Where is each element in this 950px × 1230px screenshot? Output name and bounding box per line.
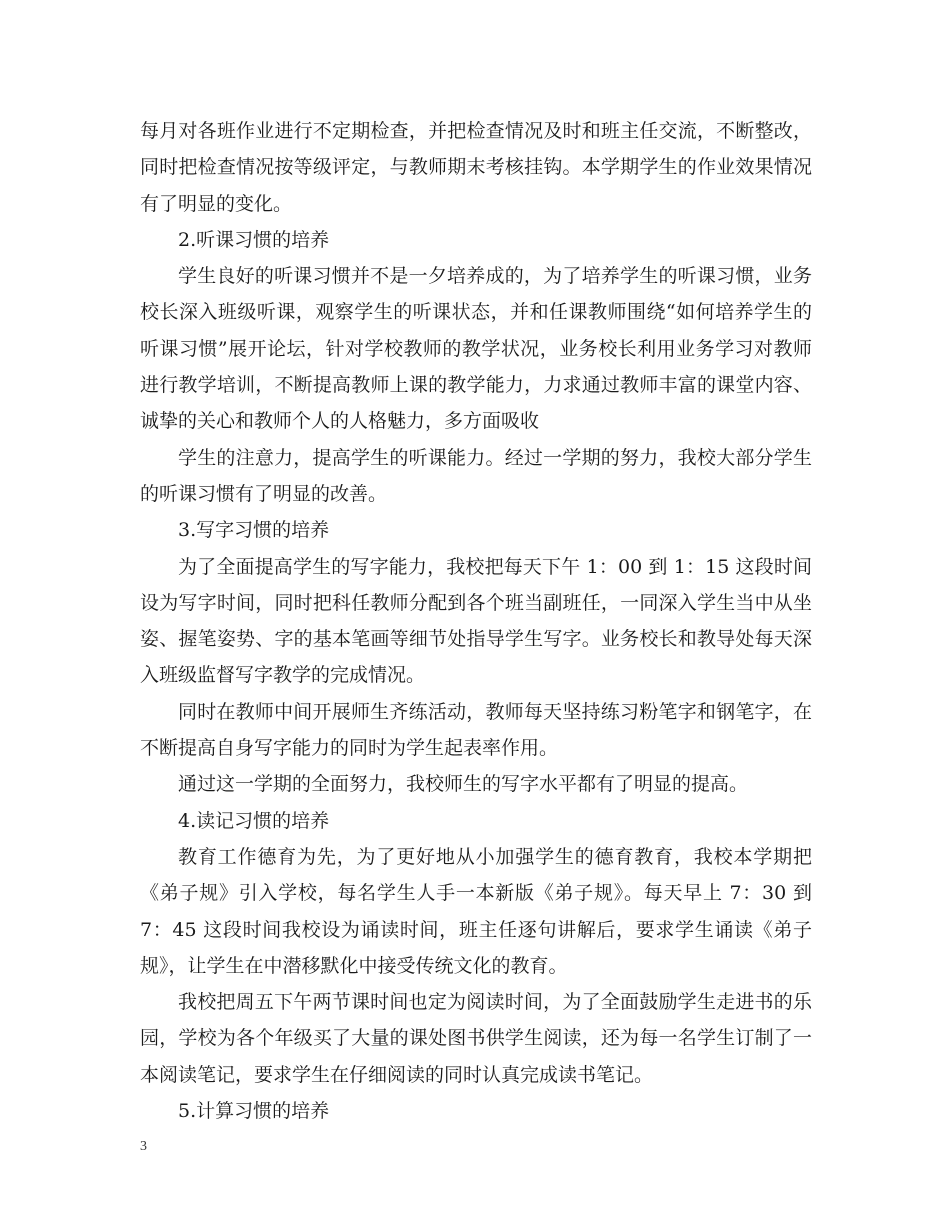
paragraph: 教育工作德育为先，为了更好地从小加强学生的德育教育，我校本学期把《弟子规》引入学校，每名学生人手一本新版《弟子规》。每天早上 7：30 到 7：45 这段时间我校设为诵读时间，班主任逐句讲解后，要求学生诵读《弟子规》，让学生在中潜移默化中接受传统文化的教育。 bbox=[140, 845, 812, 977]
paragraph: 为了全面提高学生的写字能力，我校把每天下午 1：00 到 1：15 这段时间设为写字时间，同时把科任教师分配到各个班当副班任，一同深入学生当中从坐姿、握笔姿势、字的基本笔画等细节处指导学生写字。业务校长和教导处每天深入班级监督写字教学的完成情况。 bbox=[140, 555, 812, 687]
document-body bbox=[140, 113, 812, 1129]
section-heading: 2.听课习惯的培养 bbox=[178, 228, 330, 251]
paragraph: 我校把周五下午两节课时间也定为阅读时间，为了全面鼓励学生走进书的乐园，学校为各个年级买了大量的课处图书供学生阅读，还为每一名学生订制了一本阅读笔记，要求学生在仔细阅读的同时认真完成读书笔记。 bbox=[140, 991, 812, 1086]
paragraph: 每月对各班作业进行不定期检查，并把检查情况及时和班主任交流，不断整改，同时把检查情况按等级评定，与教师期末考核挂钩。本学期学生的作业效果情况有了明显的变化。 bbox=[140, 120, 812, 215]
paragraph: 通过这一学期的全面努力，我校师生的写字水平都有了明显的提高。 bbox=[178, 773, 749, 796]
paragraph: 同时在教师中间开展师生齐练活动，教师每天坚持练习粉笔字和钢笔字，在不断提高自身写字能力的同时为学生起表率作用。 bbox=[140, 700, 812, 760]
section-heading: 4.读记习惯的培养 bbox=[178, 809, 330, 832]
section-heading: 3.写字习惯的培养 bbox=[178, 519, 330, 542]
section-heading: 5.计算习惯的培养 bbox=[178, 1100, 330, 1123]
paragraph: 学生的注意力，提高学生的听课能力。经过一学期的努力，我校大部分学生的听课习惯有了明显的改善。 bbox=[140, 446, 812, 505]
page-number: 3 bbox=[140, 1139, 147, 1154]
paragraph: 学生良好的听课习惯并不是一夕培养成的，为了培养学生的听课习惯，业务校长深入班级听课，观察学生的听课状态，并和任课教师围绕“如何培养学生的听课习惯”展开论坛，针对学校教师的教学状况，业务校长利用业务学习对教师进行教学培训，不断提高教师上课的教学能力，力求通过教师丰富的课堂内容、诚挚的关心和教师个人的人格魅力，多方面吸收 bbox=[140, 265, 812, 433]
